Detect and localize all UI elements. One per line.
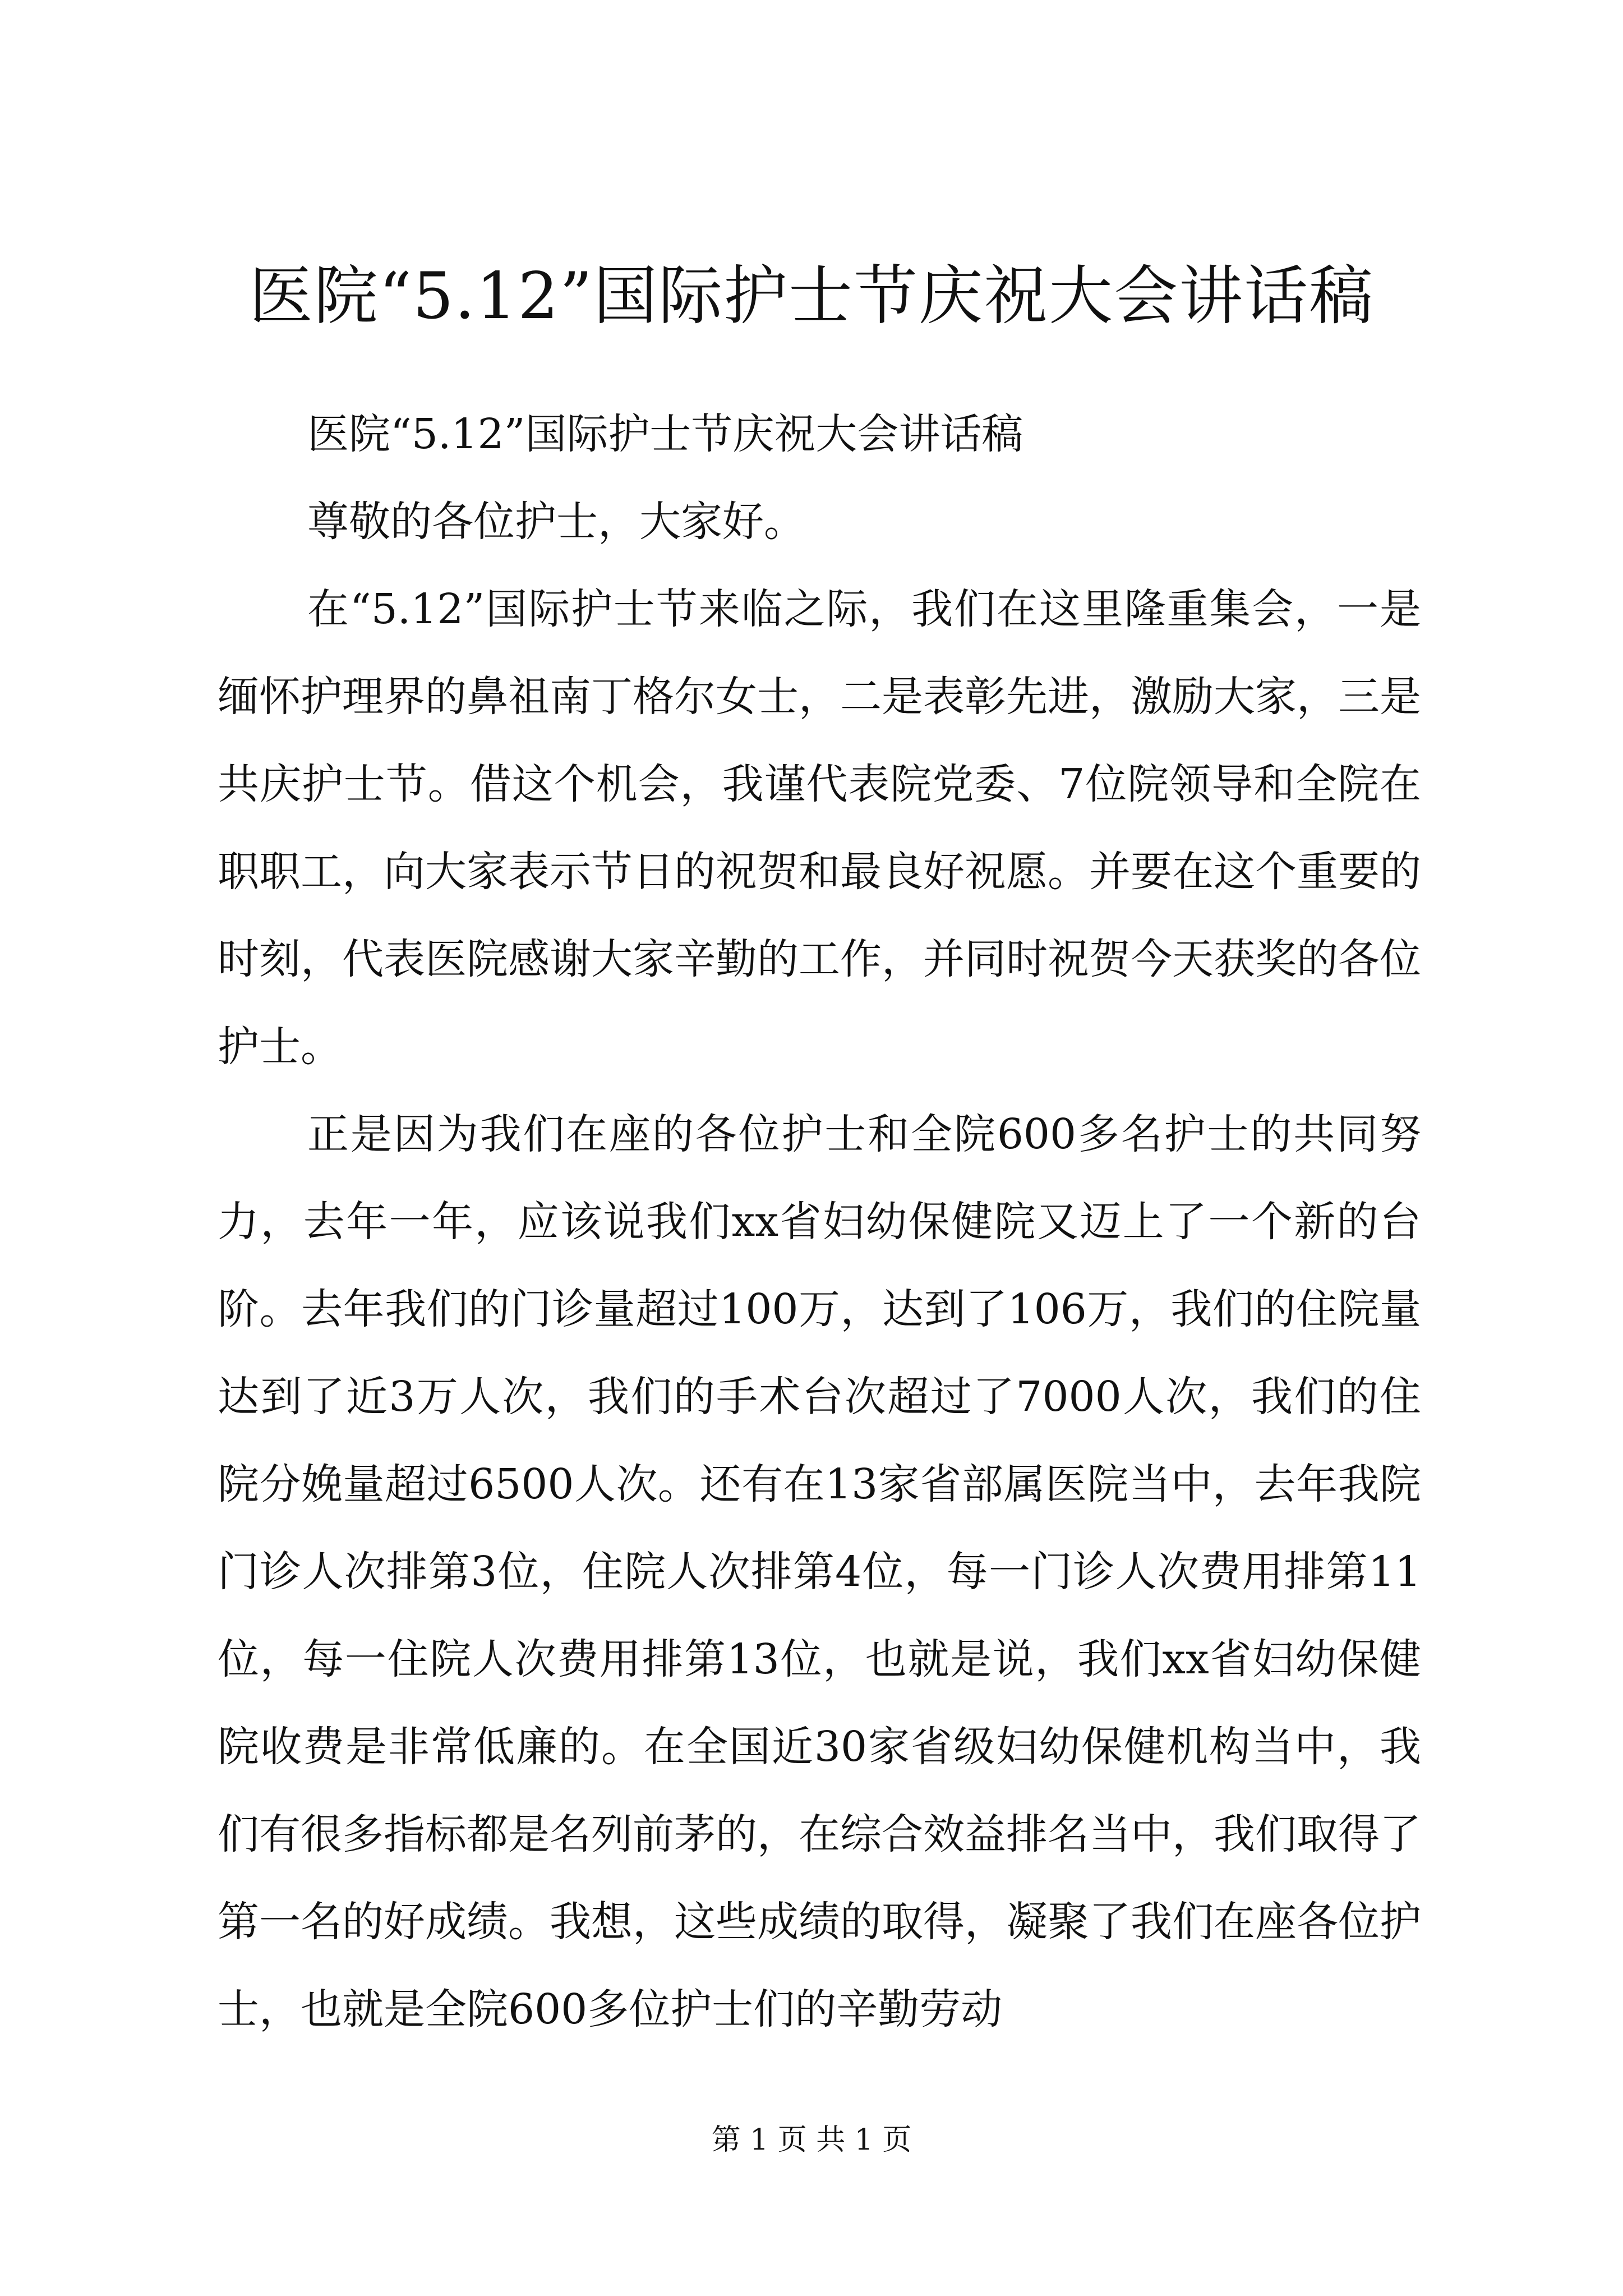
greeting-paragraph: 尊敬的各位护士，大家好。 xyxy=(307,498,805,546)
document-body xyxy=(218,390,1421,2053)
body-paragraph: 在“5.12”国际护士节来临之际，我们在这里隆重集会，一是缅怀护理界的鼻祖南丁格尔女士，二是表彰先进，激励大家，三是共庆护士节。借这个机会，我谨代表院党委、7位院领导和全院在职职工，向大家表示节日的祝贺和最良好祝愿。并要在这个重要的时刻，代表医院感谢大家辛勤的工作，并同时祝贺今天获奖的各位护士。 xyxy=(218,585,1421,1071)
page-number: 第 1 页 共 1 页 xyxy=(711,2123,912,2157)
document-subtitle: 医院“5.12”国际护士节庆祝大会讲话稿 xyxy=(307,410,1023,458)
body-paragraph: 正是因为我们在座的各位护士和全院600多名护士的共同努力，去年一年，应该说我们xx省妇幼保健院又迈上了一个新的台阶。去年我们的门诊量超过100万，达到了106万，我们的住院量达到了近3万人次，我们的手术台次超过了7000人次，我们的住院分娩量超过6500人次。还有在13家省部属医院当中，去年我院门诊人次排第3位，住院人次排第4位，每一门诊人次费用排第11位，每一住院人次费用排第13位，也就是说，我们xx省妇幼保健院收费是非常低廉的。在全国近30家省级妇幼保健机构当中，我们有很多指标都是名列前茅的，在综合效益排名当中，我们取得了第一名的好成绩。我想，这些成绩的取得，凝聚了我们在座各位护士，也就是全院600多位护士们的辛勤劳动 xyxy=(218,1110,1421,2033)
document-title: 医院“5.12”国际护士节庆祝大会讲话稿 xyxy=(248,259,1375,333)
